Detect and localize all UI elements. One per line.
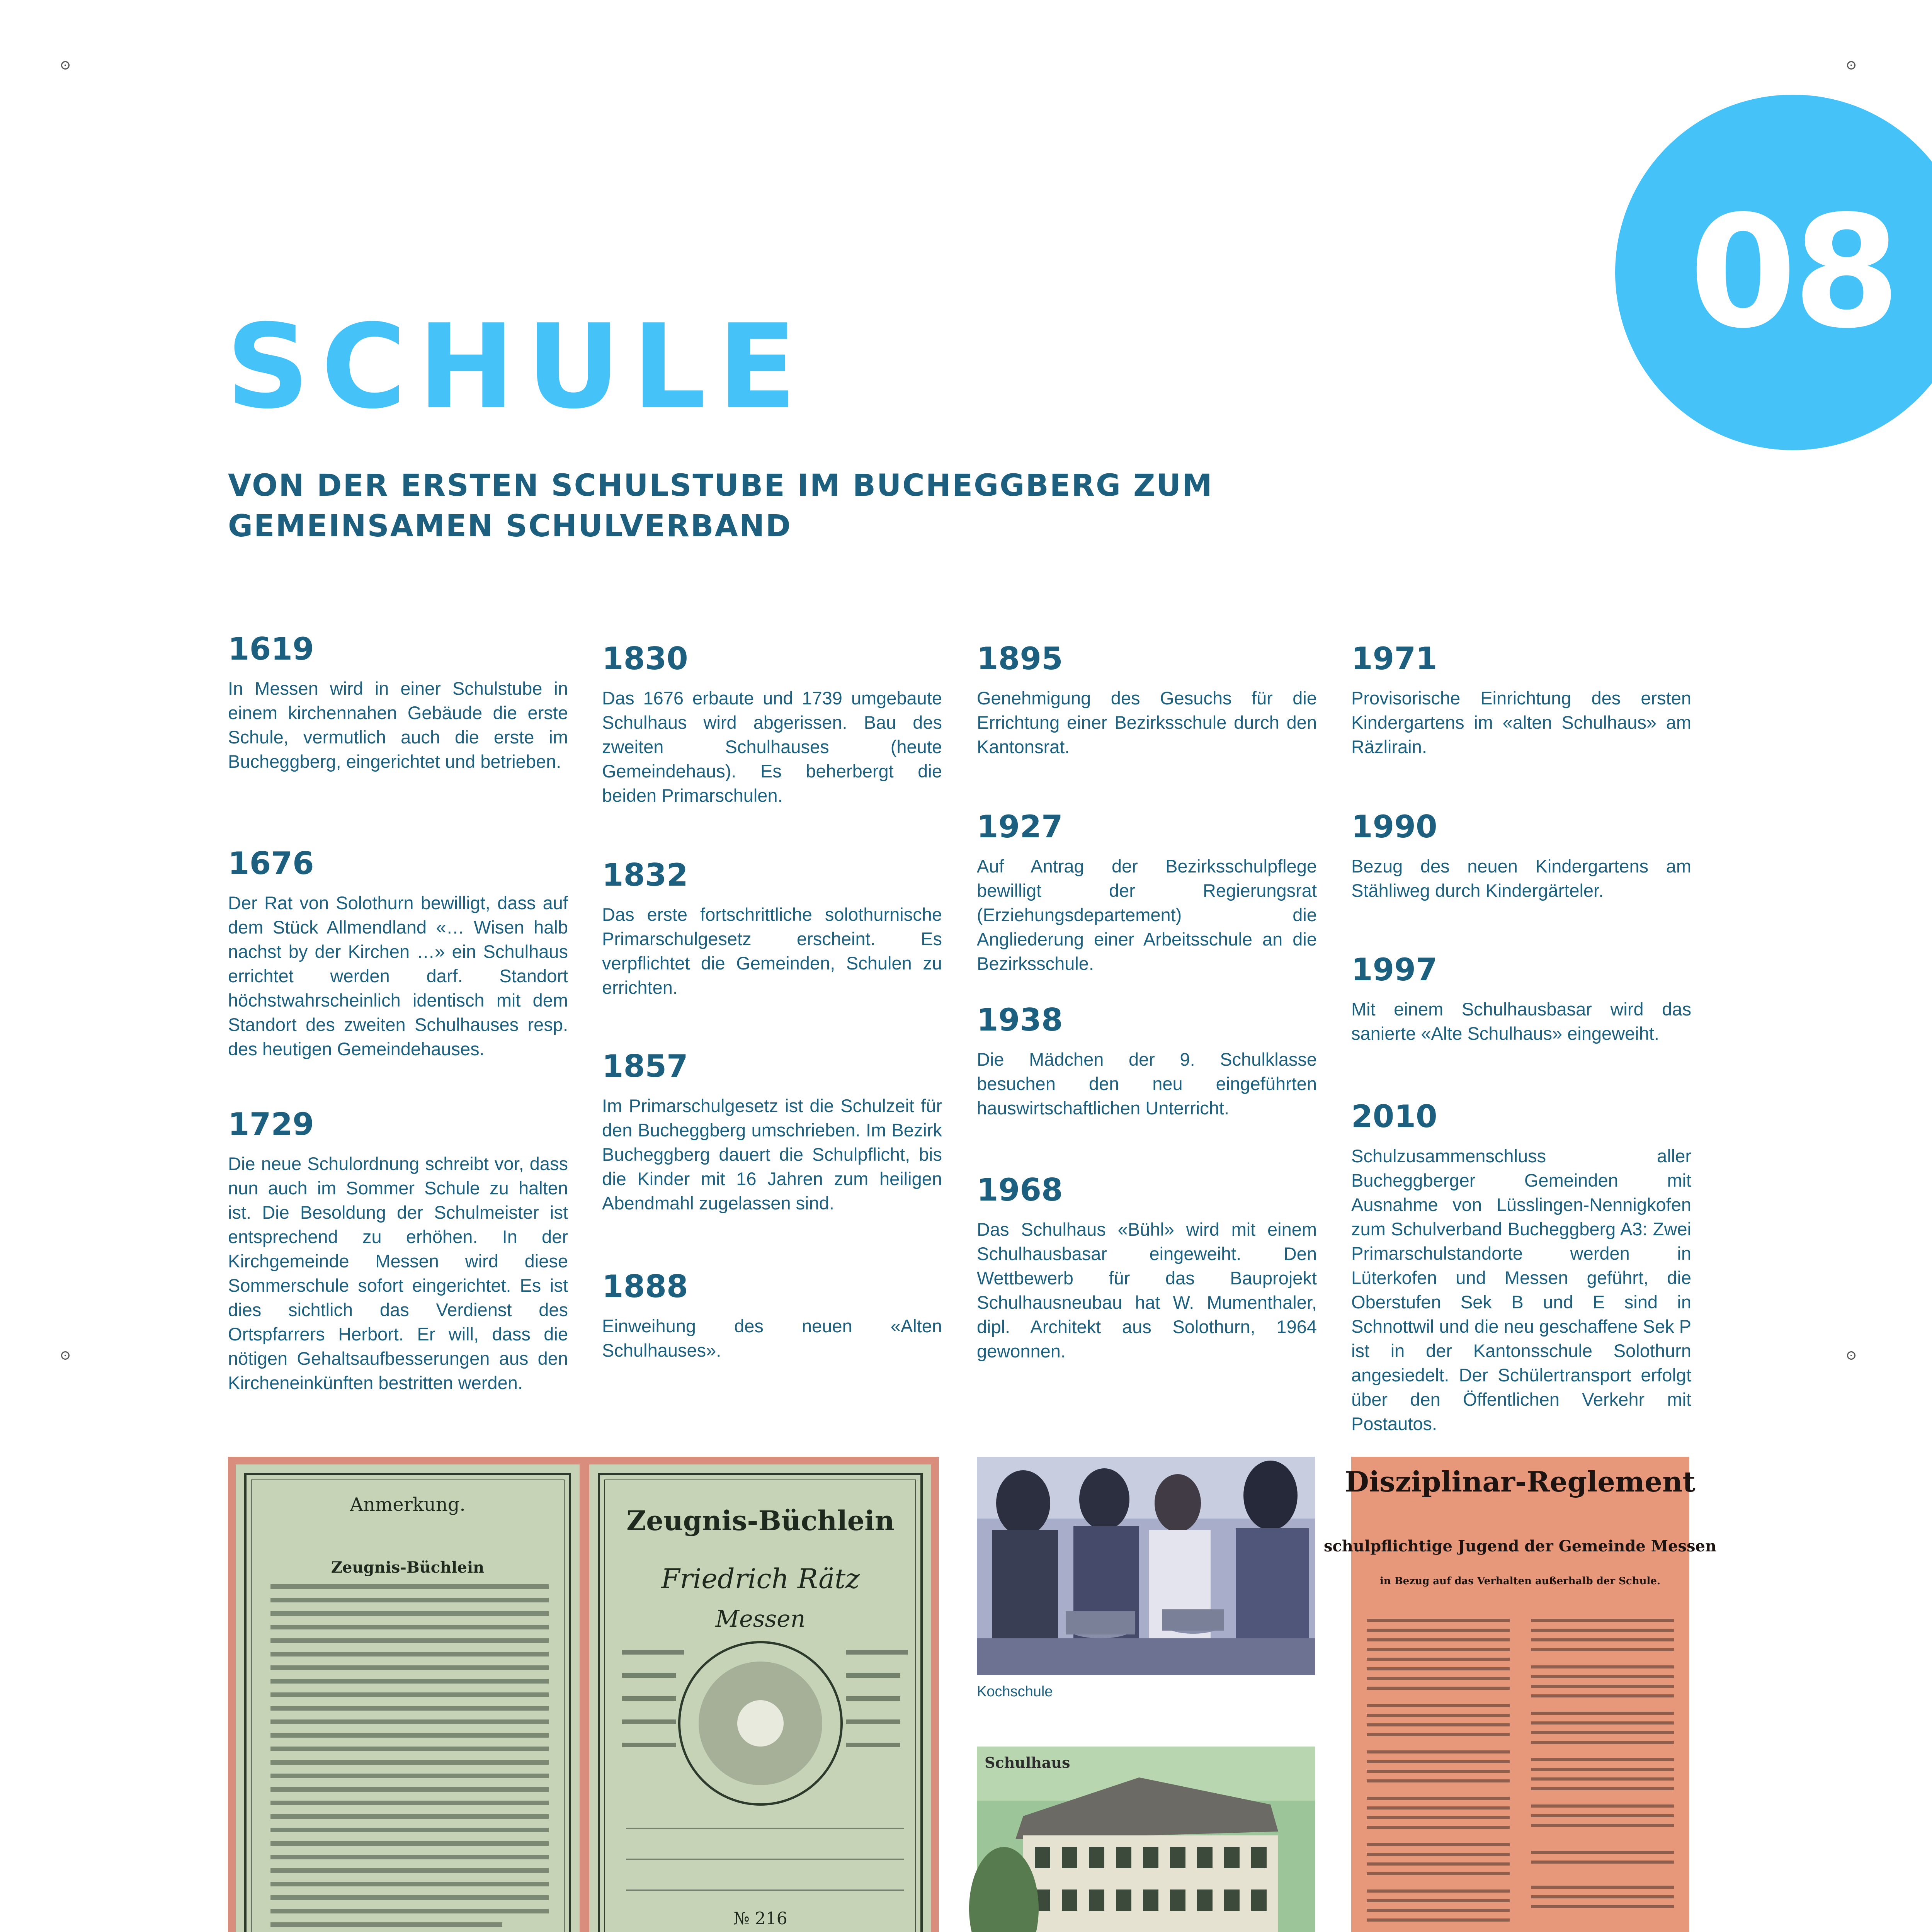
timeline-entry: [1351, 1097, 1691, 1436]
kochschule-caption: Kochschule: [977, 1684, 1053, 1700]
timeline-year: 1857: [602, 1048, 688, 1084]
timeline-text: Auf Antrag der Bezirksschulpflege bewilligt der Regierungsrat (Erziehungsdepartement) die Angliederung einer Arbeitsschule an die Bezirksschule.: [977, 856, 1317, 974]
timeline-text: Der Rat von Solothurn bewilligt, dass auf dem Stück Allmendland «… Wisen halb nachst by der Kirchen …» ein Schulhaus errichtet werden darf. Standort höchstwahrscheinlich identisch mit dem Standort des zweiten Schulhauses resp. des heutigen Gemeindehauses.: [228, 893, 568, 1059]
reglement-image: [1323, 1457, 1717, 1932]
timeline-entry: [1351, 951, 1691, 1046]
timeline-text: Einweihung des neuen «Alten Schulhauses».: [602, 1316, 942, 1361]
timeline-year: 1619: [228, 631, 314, 667]
registration-mark: [61, 61, 70, 70]
kochschule-image: [977, 1457, 1315, 1675]
reglement-photo: [1323, 1457, 1717, 1932]
panel-number: 08: [1689, 182, 1897, 362]
timeline-text: In Messen wird in einer Schulstube in einem kirchennahen Gebäude die erste Schule, vermutlich auch die erste im Bucheggberg, eingerichtet und betrieben.: [228, 678, 568, 772]
timeline-entry: [602, 856, 942, 1000]
timeline-year: 1729: [228, 1106, 314, 1142]
timeline-text: Schulzusammenschluss aller Bucheggberger Gemeinden mit Ausnahme von Lüsslingen-Nennigkofen zum Schulverband Bucheggberg A3: Zwei Primarschulstandorte werden in Lüterkofen und Messen geführt, die Oberstufen Sek B und E sind in Schnottwil und die neu geschaffene Sek P ist in der Kantonsschule Solothurn angesiedelt. Der Schülertransport erfolgt über den Öffentlichen Verkehr mit Postautos.: [1351, 1146, 1691, 1434]
page-title: SCHULE: [226, 299, 809, 434]
timeline-text: Das Schulhaus «Bühl» wird mit einem Schulhausbasar eingeweiht. Den Wettbewerb für das Bauprojekt Schulhausneubau hat W. Mumenthaler, dipl. Architekt aus Solothurn, 1964 gewonnen.: [977, 1219, 1317, 1361]
timeline-entry: [228, 630, 568, 774]
timeline-text: Mit einem Schulhausbasar wird das sanierte «Alte Schulhaus» eingeweiht.: [1351, 999, 1691, 1044]
timeline-year: 1830: [602, 641, 688, 677]
timeline-year: 1997: [1351, 952, 1437, 988]
timeline-text: Die neue Schulordnung schreibt vor, dass nun auch im Sommer Schule zu halten ist. Die Besoldung der Schulmeister ist entsprechend zu erhöhen. In der Kirchgemeinde Messen wird diese Sommerschule sofort eingerichtet. Es ist dies sichtlich das Verdienst des Ortspfarrers Herbort. Er will, dass die nötigen Gehaltsaufbesserungen aus den Kircheneinkünften bestritten werden.: [228, 1153, 568, 1393]
timeline-entry: [977, 808, 1317, 976]
timeline-text: Im Primarschulgesetz ist die Schulzeit für den Bucheggberg umschrieben. Im Bezirk Bucheggberg dauert die Schulpflicht, bis die Kinder mit 16 Jahren zum heiligen Abendmahl zugelassen sind.: [602, 1095, 942, 1213]
timeline-entry: [602, 1047, 942, 1215]
timeline-entry: [1351, 808, 1691, 903]
timeline-text: Das erste fortschrittliche solothurnische Primarschulgesetz erscheint. Es verpflichtet die Gemeinden, Schulen zu errichten.: [602, 904, 942, 998]
timeline-year: 1895: [977, 641, 1063, 677]
timeline-year: 2010: [1351, 1099, 1437, 1134]
zeugnis-number: № 216: [733, 1909, 787, 1929]
reglement-subheading: schulpflichtige Jugend der Gemeinde Messen: [1323, 1537, 1717, 1555]
schulhaus-label: Schulhaus: [985, 1754, 1070, 1771]
timeline-year: 1938: [977, 1002, 1063, 1038]
timeline-text: Provisorische Einrichtung des ersten Kindergartens im «alten Schulhaus» am Räzlirain.: [1351, 688, 1691, 757]
timeline-year: 1832: [602, 857, 688, 893]
timeline-entry: [977, 1171, 1317, 1363]
reglement-heading: Disziplinar-Reglement: [1345, 1465, 1696, 1498]
kochschule-photo: [977, 1457, 1315, 1675]
timeline-text: Bezug des neuen Kindergartens am Stähliweg durch Kindergärteler.: [1351, 856, 1691, 901]
schulhaus-photo: [977, 1747, 1315, 1932]
zeugnis-name: Friedrich Rätz: [661, 1563, 860, 1595]
schulhaus-image: [977, 1747, 1315, 1932]
zeugnis-image: [228, 1457, 939, 1932]
registration-mark: [1847, 1351, 1855, 1360]
timeline-entry: [1351, 639, 1691, 759]
registration-mark: [1847, 61, 1855, 70]
zeugnis-left-subheading: Zeugnis-Büchlein: [331, 1558, 485, 1577]
timeline-entry: [977, 639, 1317, 759]
timeline-text: Das 1676 erbaute und 1739 umgebaute Schulhaus wird abgerissen. Bau des zweiten Schulhauses (heute Gemeindehaus). Es beherbergt die beiden Primarschulen.: [602, 688, 942, 806]
registration-mark: [61, 1351, 70, 1360]
timeline-year: 1888: [602, 1269, 688, 1304]
timeline-entry: [602, 639, 942, 808]
zeugnis-place: Messen: [715, 1605, 806, 1633]
timeline-entry: [602, 1267, 942, 1362]
timeline-year: 1971: [1351, 641, 1437, 677]
timeline-year: 1968: [977, 1172, 1063, 1208]
timeline-year: 1990: [1351, 809, 1437, 845]
timeline-entry: [977, 1001, 1317, 1120]
zeugnis-right-heading: Zeugnis-Büchlein: [626, 1505, 895, 1537]
timeline-text: Genehmigung des Gesuchs für die Errichtung einer Bezirksschule durch den Kantonsrat.: [977, 688, 1317, 757]
timeline-entry: [228, 1105, 568, 1395]
timeline-text: Die Mädchen der 9. Schulklasse besuchen den neu eingeführten hauswirtschaftlichen Unterricht.: [977, 1049, 1317, 1118]
timeline-year: 1927: [977, 809, 1063, 845]
reglement-subheading2: in Bezug auf das Verhalten außerhalb der Schule.: [1379, 1575, 1661, 1587]
zeugnis-photo: [228, 1457, 939, 1932]
timeline-entry: [228, 844, 568, 1061]
zeugnis-left-heading: Anmerkung.: [350, 1494, 466, 1515]
timeline-year: 1676: [228, 845, 314, 881]
page-subtitle: VON DER ERSTEN SCHULSTUBE IM BUCHEGGBERG ZUM GEMEINSAMEN SCHULVERBAND: [228, 468, 1213, 544]
